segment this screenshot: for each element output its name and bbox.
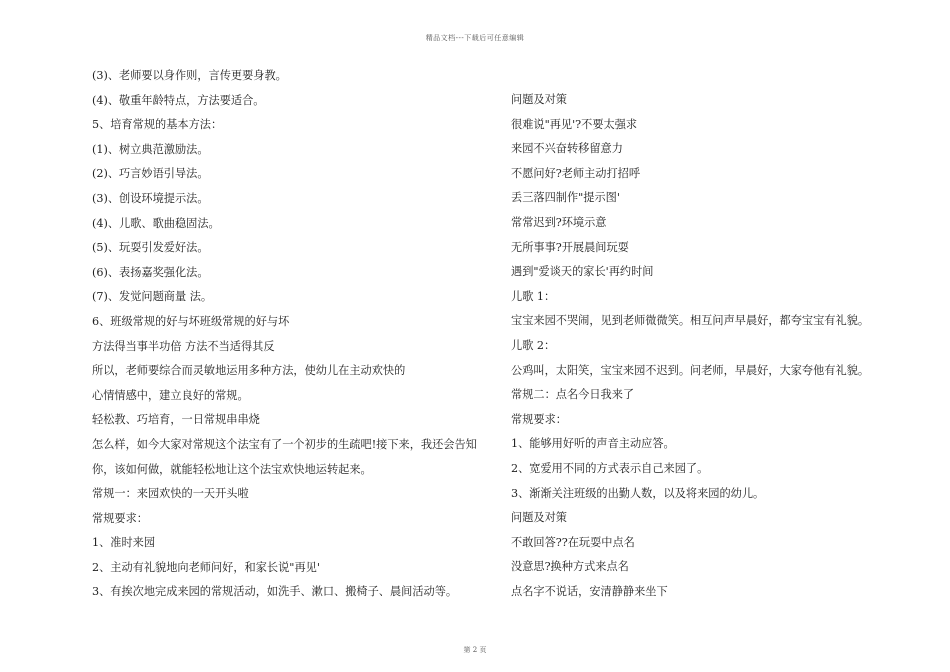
text-line: 问题及对策 bbox=[511, 511, 567, 525]
text-line: (5)、玩耍引发爱好法。 bbox=[92, 241, 209, 255]
text-line: 2、宽爱用不同的方式表示自己来园了。 bbox=[511, 461, 709, 475]
text-line: 5、培育常规的基本方法： bbox=[92, 118, 223, 132]
text-line: (4)、儿歌、歌曲稳固法。 bbox=[92, 216, 220, 230]
text-line: 心情情感中，建立良好的常规。 bbox=[92, 388, 249, 402]
text-line: 不敢回答??在玩耍中点名 bbox=[511, 535, 635, 549]
text-line: 常规一：来园欢快的一天开头啦 bbox=[92, 487, 249, 501]
text-line: 6、班级常规的好与坏班级常规的好与坏 bbox=[92, 314, 290, 328]
page-header: 精品文档---下载后可任意编辑 bbox=[425, 34, 525, 42]
text-line: 无所事事?开展晨间玩耍 bbox=[511, 240, 629, 254]
text-line: 方法得当事半功倍 方法不当适得其反 bbox=[92, 339, 275, 353]
text-line: 问题及对策 bbox=[511, 93, 567, 106]
text-line: 公鸡叫，太阳笑，宝宝来园不迟到。问老师，早晨好，大家夸他有礼貌。 bbox=[511, 363, 870, 377]
text-line: (1)、树立典范激励法。 bbox=[92, 142, 209, 156]
text-line: 常常迟到?环境示意 bbox=[511, 215, 607, 229]
text-line: 不愿问好?老师主动打招呼 bbox=[511, 166, 641, 180]
text-line: 常规二：点名今日我来了 bbox=[511, 388, 635, 402]
text-line: (2)、巧言妙语引导法。 bbox=[92, 167, 209, 181]
text-line: 很难说"再见'?不要太强求 bbox=[511, 117, 638, 131]
text-line: 轻松教、巧培育，一日常规串串烧 bbox=[92, 413, 260, 427]
text-line: 3、有挨次地完成来园的常规活动，如洗手、漱口、搬椅子、晨间活动等。 bbox=[92, 585, 458, 599]
text-line: (7)、发觉问题商量 法。 bbox=[92, 290, 213, 304]
text-line: 来园不兴奋转移留意力 bbox=[511, 142, 623, 156]
text-line: 儿歌 2： bbox=[511, 338, 556, 352]
text-line: 常规要求： bbox=[511, 412, 567, 426]
text-line: 没意思?换种方式来点名 bbox=[511, 560, 629, 574]
text-line: (3)、创设环境提示法。 bbox=[92, 191, 209, 205]
text-line: (4)、敬重年龄特点，方法要适合。 bbox=[92, 93, 265, 107]
right-column bbox=[511, 88, 871, 604]
text-line: 3、渐渐关注班级的出勤人数，以及将来园的幼儿。 bbox=[511, 486, 765, 500]
text-line: 丢三落四制作"提示图' bbox=[511, 191, 620, 205]
text-line: 1、能够用好听的声音主动应答。 bbox=[511, 437, 675, 451]
paragraph: 怎么样，如今大家对常规这个法宝有了一个初步的生疏吧!接下来，我还会告知你，该如何做，就能轻松地让这个法宝欢快地运转起来。 bbox=[92, 437, 477, 476]
text-line: 常规要求： bbox=[92, 511, 148, 525]
page-footer: 第 2 页 bbox=[463, 646, 487, 654]
text-line: (3)、老师要以身作则，言传更要身教。 bbox=[92, 69, 287, 82]
text-line: 点名字不说话，安清静静来坐下 bbox=[511, 584, 668, 598]
text-line: 儿歌 1： bbox=[511, 289, 556, 303]
text-line: 遇到"爱谈天的家长'再约时间 bbox=[511, 265, 654, 279]
text-line: (6)、表扬嘉奖强化法。 bbox=[92, 265, 209, 279]
text-line: 宝宝来园不哭闹，见到老师微微笑。相互问声早晨好，都夸宝宝有礼貌。 bbox=[511, 314, 870, 328]
text-line: 所以，老师要综合而灵敏地运用多种方法，使幼儿在主动欢快的 bbox=[92, 364, 406, 378]
left-column bbox=[92, 64, 477, 605]
text-line: 2、主动有礼貌地向老师问好，和家长说"再见' bbox=[92, 560, 320, 574]
text-line: 1、准时来园 bbox=[92, 536, 156, 550]
